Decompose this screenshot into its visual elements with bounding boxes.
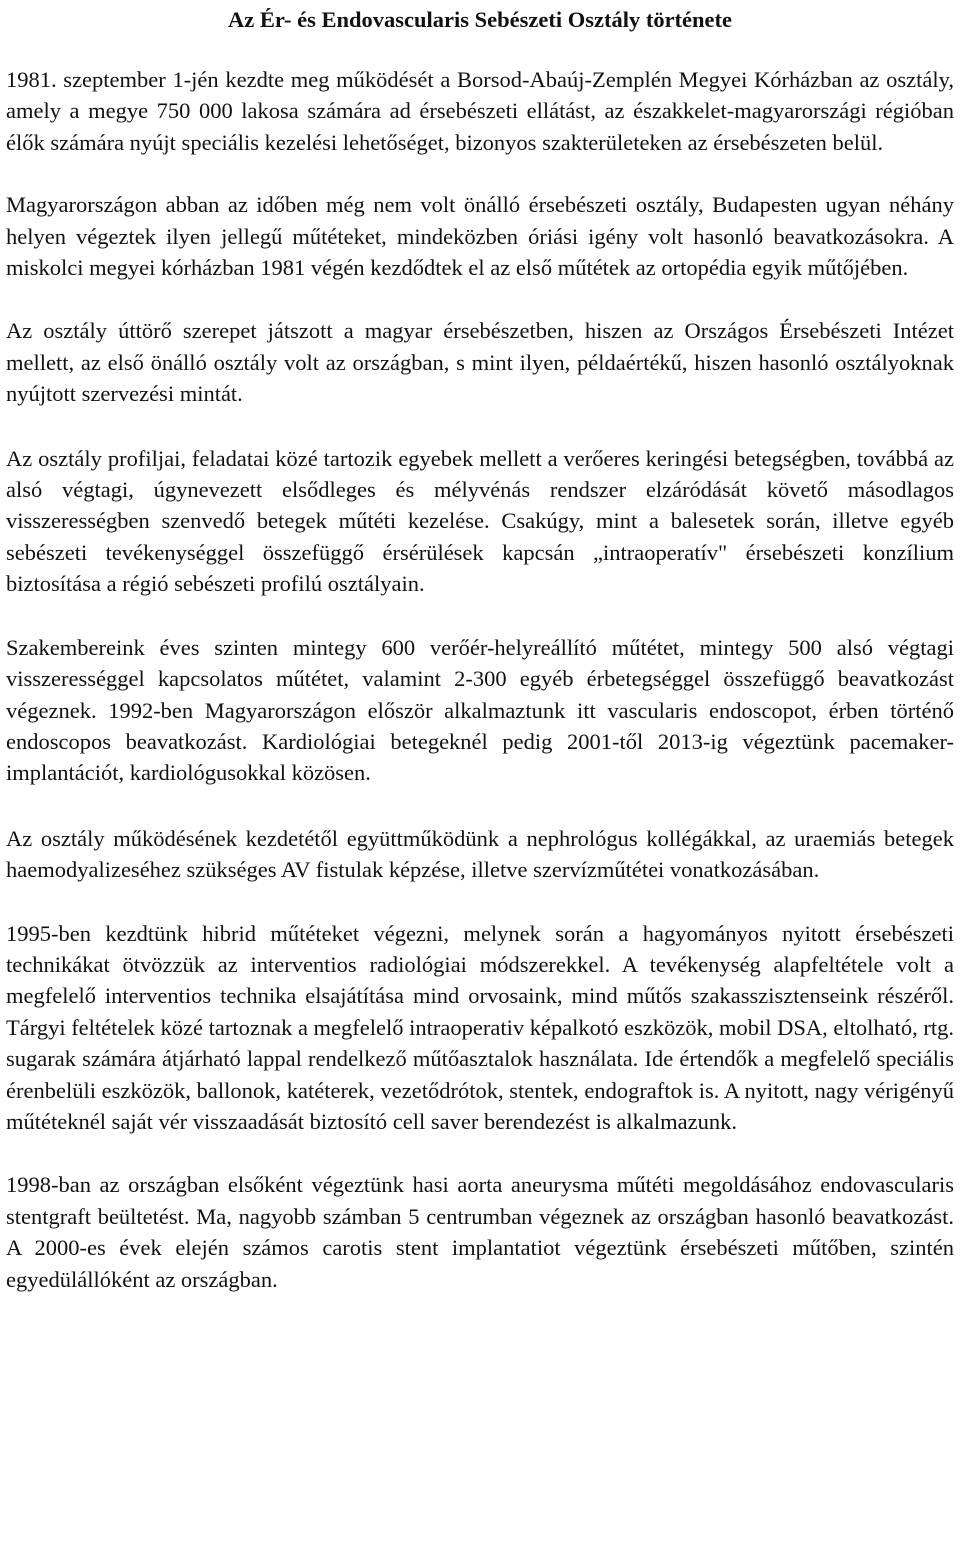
paragraph-endovascular: 1998-ban az országban elsőként végeztünk hasi aorta aneurysma műtéti megoldásához endovascularis stentgraft beültetést. Ma, nagyobb számban 5 centrumban végeznek az országban hasonló beavatkozást. A 2000-es évek elején számos carotis stent implantatiot végeztünk érsebészeti műtőben, szintén egyedülállóként az országban. (6, 1172, 954, 1292)
paragraph-profiles: Az osztály profiljai, feladatai közé tartozik egyebek mellett a verőeres keringési betegségben, továbbá az alsó végtagi, úgynevezett elsődleges és mélyvénás rendszer elzáródását követő másodlagos visszerességben szenvedő betegek műtéti kezelése. Csakúgy, mint a balesetek során, illetve egyéb sebészeti tevékenységgel összefüggő érsérülések kapcsán „intraoperatív" érsebészeti konzílium biztosítása a régió sebészeti profilú osztályain. (6, 445, 954, 597)
paragraph-nephrology: Az osztály működésének kezdetétől együttműködünk a nephrológus kollégákkal, az uraemiás betegek haemodyalizeséhez szükséges AV fistulak képzése, illetve szervízműtétei vonatkozásában. (6, 825, 954, 883)
document-page (6, 0, 954, 1295)
paragraph-early-history: Magyarországon abban az időben még nem volt önálló érsebészeti osztály, Budapesten ugyan néhány helyen végeztek ilyen jellegű műtéteket, mindeközben óriási igény volt hasonló beavatkozásokra. A miskolci megyei kórházban 1981 végén kezdődtek el az első műtétek az ortopédia egyik műtőjében. (6, 192, 954, 281)
paragraph-annual-volume: Szakembereink éves szinten mintegy 600 verőér-helyreállító műtétet, mintegy 500 alsó végtagi visszerességgel kapcsolatos műtétet, valamint 2-300 egyéb érbetegséggel összefüggő beavatkozást végeznek. 1992-ben Magyarországon először alkalmaztunk itt vascularis endoscopot, érben történő endoscopos beavatkozást. Kardiológiai betegeknél pedig 2001-től 2013-ig végeztünk pacemaker-implantációt, kardiológusokkal közösen. (6, 634, 954, 786)
paragraph-pioneering-role: Az osztály úttörő szerepet játszott a magyar érsebészetben, hiszen az Országos Érsebészeti Intézet mellett, az első önálló osztály volt az országban, s mint ilyen, példaértékű, hiszen hasonló osztályoknak nyújtott szervezési mintát. (6, 318, 954, 407)
paragraph-founding: 1981. szeptember 1-jén kezdte meg működését a Borsod-Abaúj-Zemplén Megyei Kórházban az osztály, amely a megye 750 000 lakosa számára ad érsebészeti ellátást, az északkelet-magyarországi régióban élők számára nyújt speciális kezelési lehetőséget, bizonyos szakterületeken az érsebészeten belül. (6, 67, 954, 155)
document-title: Az Ér- és Endovascularis Sebészeti Osztály története (227, 7, 733, 32)
paragraph-hybrid-surgery: 1995-ben kezdtünk hibrid műtéteket végezni, melynek során a hagyományos nyitott érsebészeti technikákat ötvözzük az interventios radiológiai módszerekkel. A tevékenység alapfeltétele volt a megfelelő interventios technika elsajátítása mind orvosaink, mind műtős szakasszisztenseink részéről. Tárgyi feltételek közé tartoznak a megfelelő intraoperativ képalkotó eszközök, mobil DSA, eltolható, rtg. sugarak számára átjárható lappal rendelkező műtőasztalok használata. Ide értendők a megfelelő speciális érenbelüli eszközök, ballonok, katéterek, vezetődrótok, stentek, endograftok is. A nyitott, nagy vérigényű műtéteknél saját vér visszaadását biztosító cell saver berendezést is alkalmazunk. (6, 920, 955, 1134)
